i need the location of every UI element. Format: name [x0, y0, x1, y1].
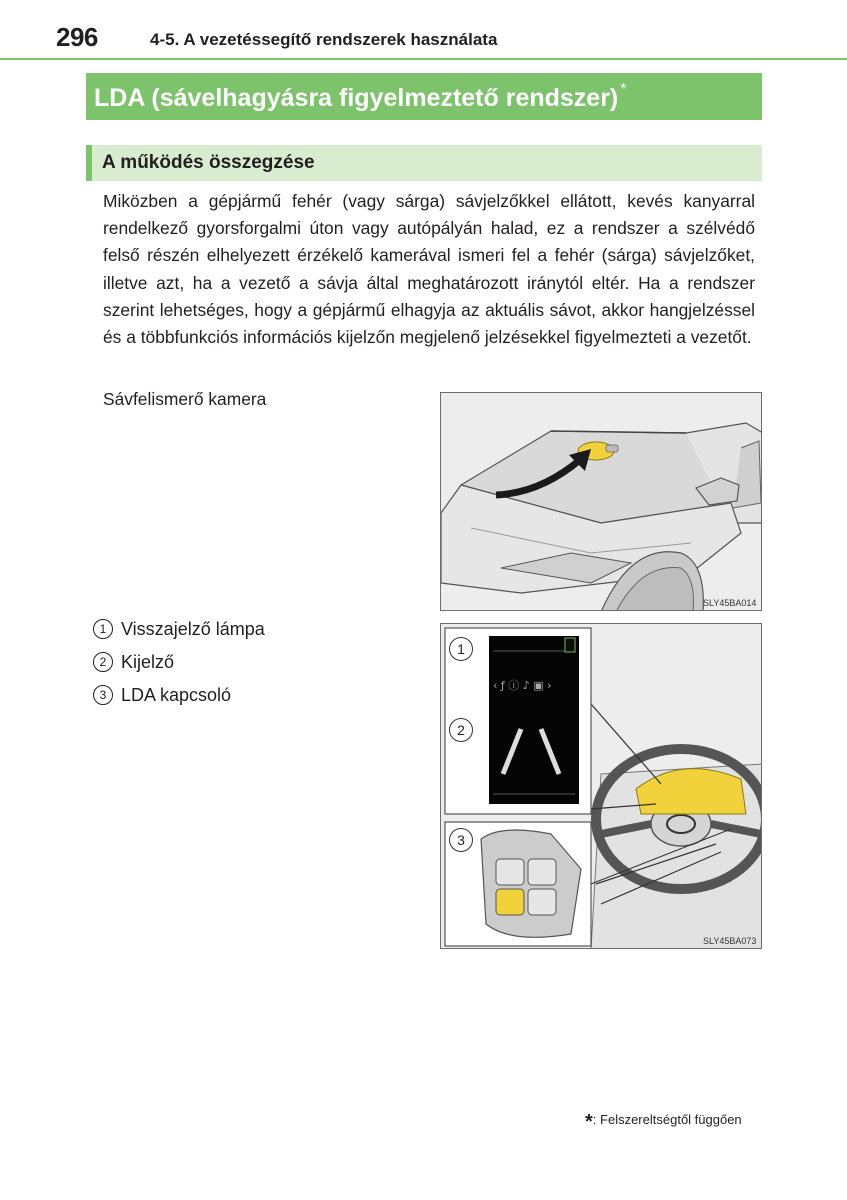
camera-label: Sávfelismerő kamera	[103, 389, 267, 409]
summary-paragraph: Miközben a gépjármű fehér (vagy sárga) sávjelzőkkel ellátott, kevés kanyarral rendelkező gyorsforgalmi úton vagy autópályán halad, ez a rendszer a szélvédő felső részén elhelyezett érzékelő kamerával ismeri fel a fehér (sárga) sávjelzőket, illetve azt, ha a vezető a sávja által meghatározott iránytól eltér. Ha a rendszer szerint lehetséges, hogy a gépjármű elhagyja az aktuális sávot, akkor hangjelzéssel és a többfunkciós információs kijelzőn megjelenő jelzésekkel figyelmezteti a vezetőt.	[103, 191, 755, 348]
main-title	[94, 81, 627, 113]
legend-label: Visszajelző lámpa	[121, 619, 265, 639]
footnote-text: : Felszereltségtől függően	[592, 1112, 742, 1127]
legend-item-1	[93, 619, 265, 640]
legend-item-2	[93, 652, 174, 673]
legend-label: Kijelző	[121, 652, 175, 672]
camera-location-figure	[440, 392, 762, 611]
callout-1: 1	[449, 637, 473, 661]
svg-text:‹ ƒ ⓘ ♪ ▣ ›: ‹ ƒ ⓘ ♪ ▣ ›	[493, 679, 552, 692]
footnote	[585, 1111, 742, 1134]
page-header	[0, 0, 847, 62]
optional-equipment-mark: *	[620, 81, 627, 98]
dashboard-figure	[440, 623, 762, 949]
header-divider	[0, 58, 847, 60]
legend-number: 3	[93, 685, 113, 705]
legend-item-3	[93, 685, 231, 706]
main-title-banner	[86, 73, 762, 120]
dashboard-illustration	[441, 624, 762, 949]
figure-code: SLY45BA014	[703, 598, 757, 608]
legend-number: 1	[93, 619, 113, 639]
legend-label: LDA kapcsoló	[121, 685, 232, 705]
legend-number: 2	[93, 652, 113, 672]
section-title: 4-5. A vezetéssegítő rendszerek használata	[150, 30, 498, 49]
subsection-banner	[86, 145, 762, 181]
car-front-illustration	[441, 393, 762, 611]
subsection-title: A működés összegzése	[102, 152, 315, 173]
page-number: 296	[56, 22, 98, 52]
figure-code: SLY45BA073	[703, 936, 757, 946]
callout-3: 3	[449, 828, 473, 852]
footnote-mark: *	[585, 1111, 593, 1133]
main-title-text: LDA (sávelhagyásra figyelmeztető rendszer)	[94, 84, 619, 112]
callout-2: 2	[449, 718, 473, 742]
